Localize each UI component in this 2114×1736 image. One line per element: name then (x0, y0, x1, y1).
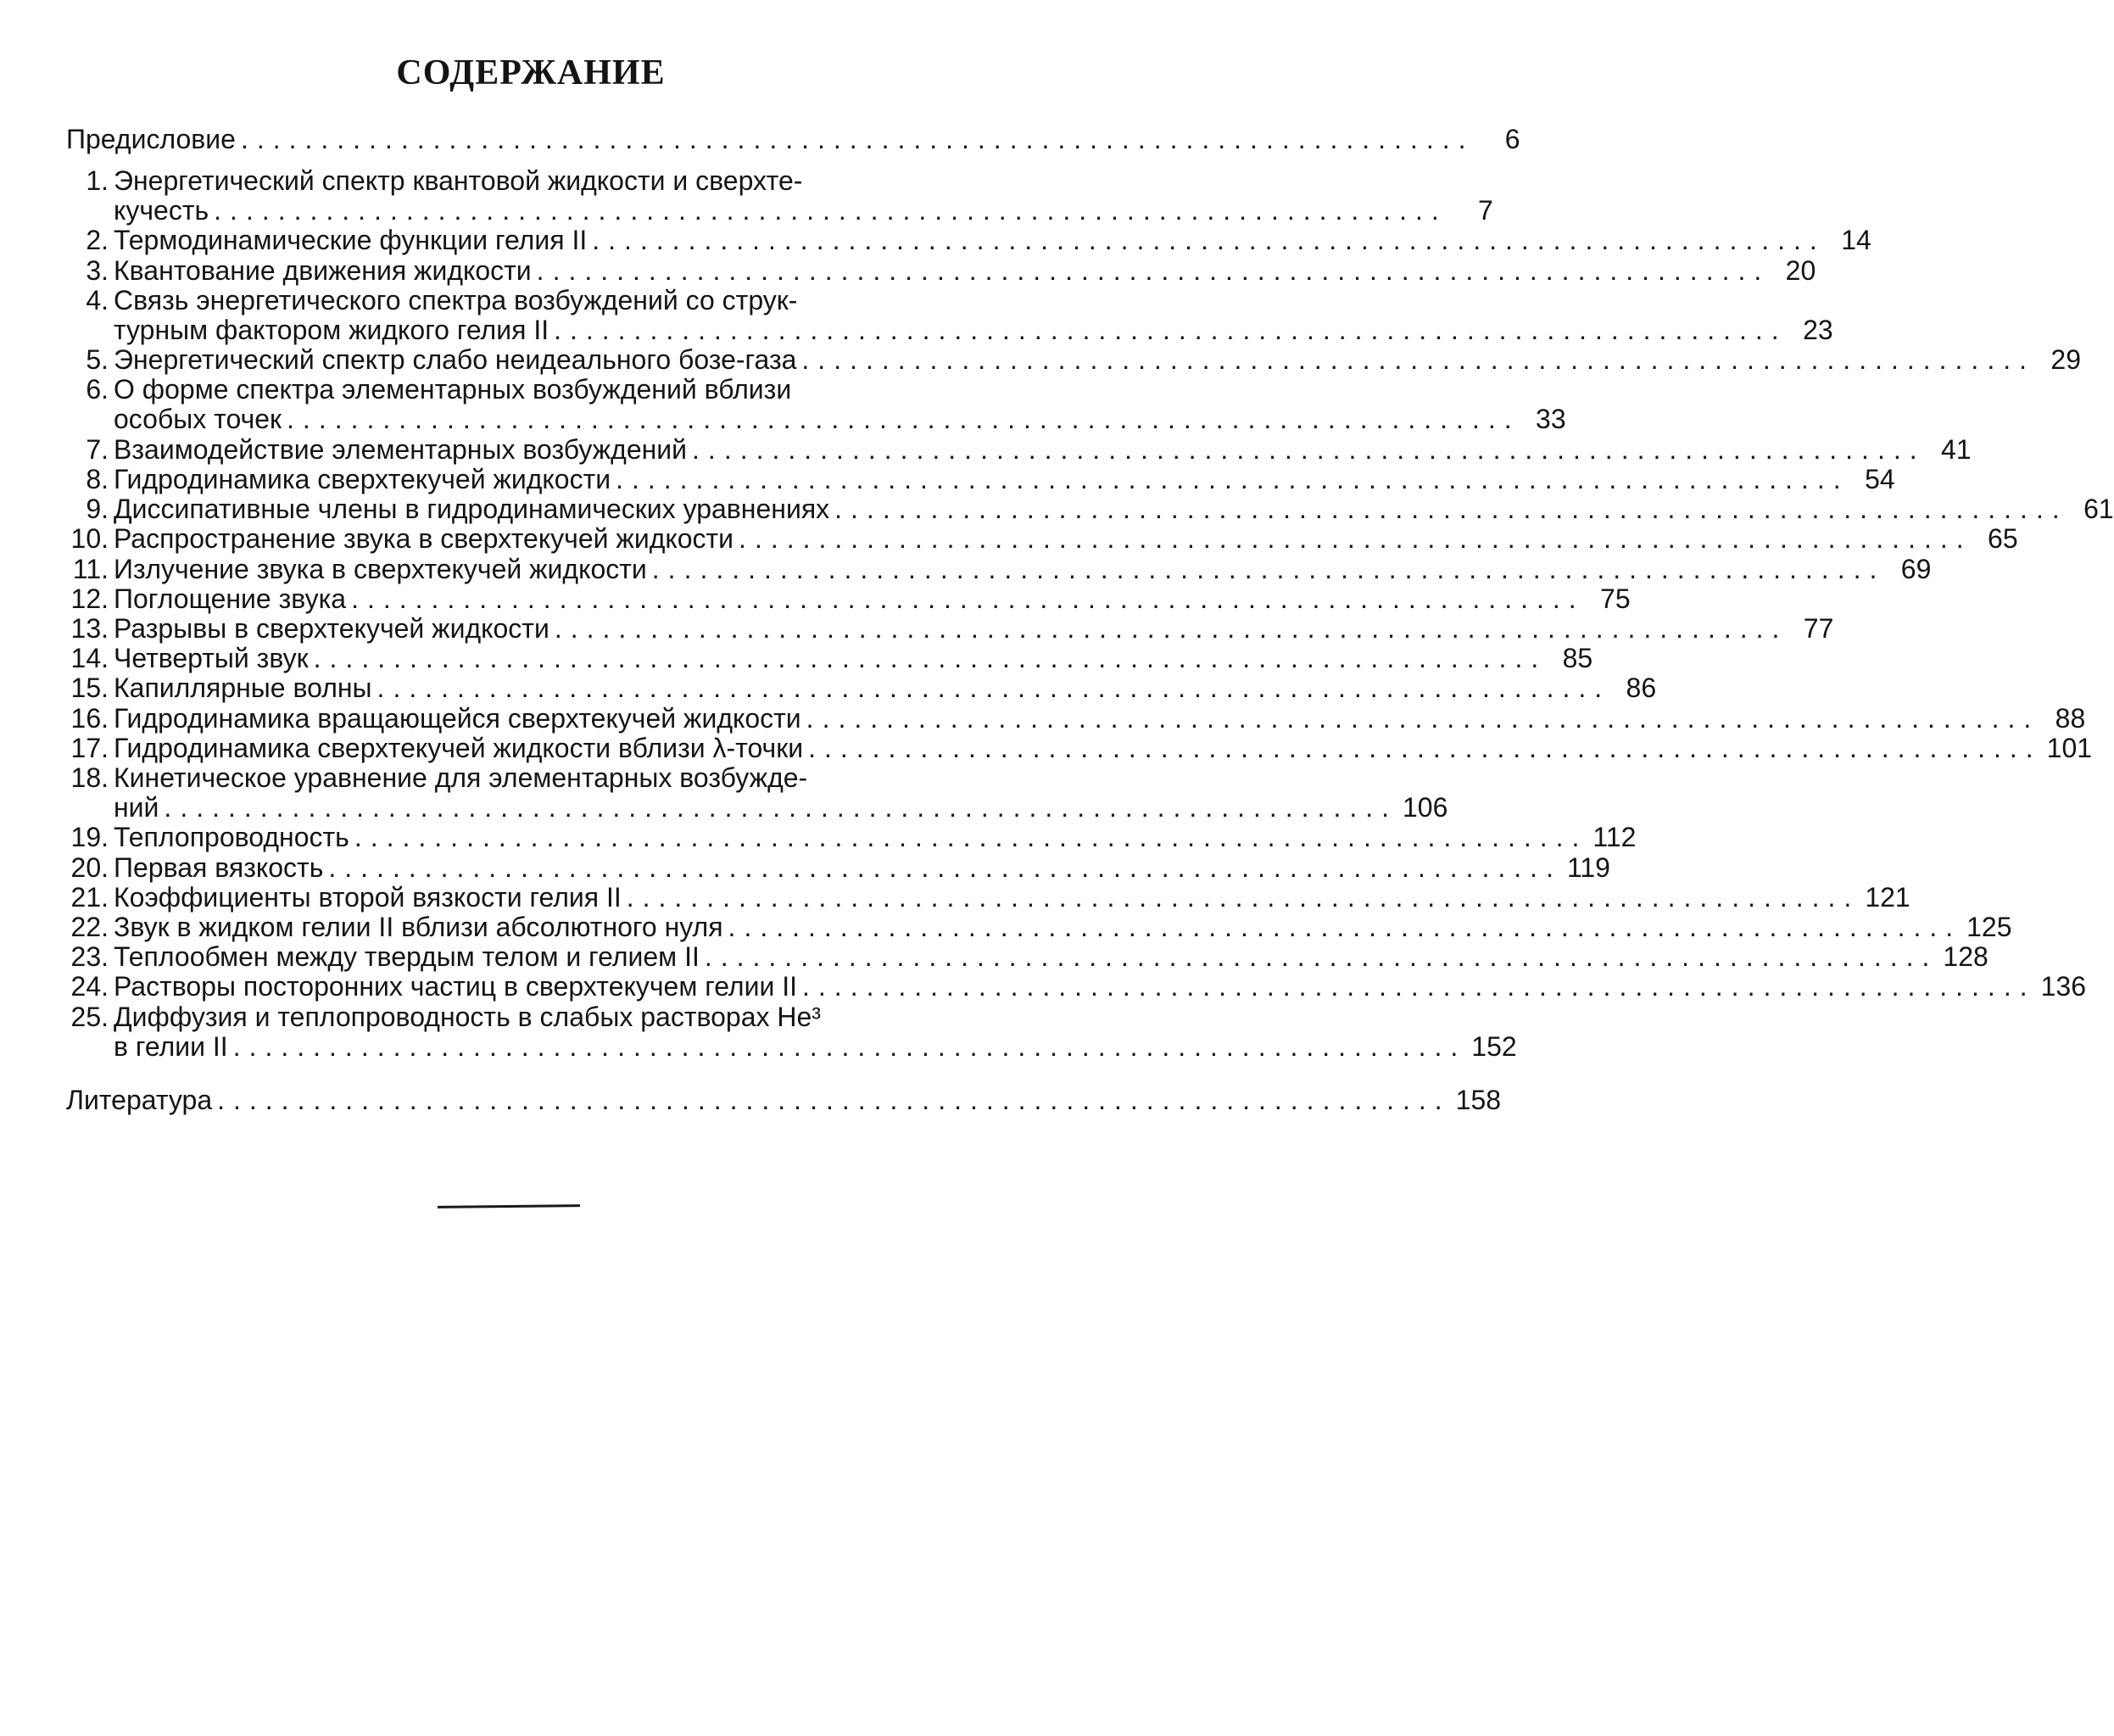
toc-page-number: 106 (1403, 792, 1448, 823)
leader-dots: ............................................................................. (806, 703, 2040, 734)
toc-entry-label: Гидродинамика сверхтекучей жидкости (114, 464, 611, 494)
leader-dots: ............................................................................. (554, 613, 1788, 644)
toc-entry (66, 165, 1493, 226)
leader-dots: ............................................................................. (616, 464, 1849, 494)
toc-entry-label: Литература (66, 1085, 213, 1115)
toc-entry (66, 882, 1910, 913)
toc-page-number: 77 (1803, 613, 1834, 644)
toc-entry-label: особых точек (114, 404, 282, 434)
toc-entry (66, 613, 1834, 644)
leader-dots: ............................................................................. (313, 643, 1548, 673)
toc-page-number: 128 (1943, 941, 1988, 972)
toc-entry (66, 523, 2018, 554)
toc-entry (66, 822, 1637, 852)
leader-dots: ............................................................................. (651, 554, 1886, 584)
toc-entry-number: 19. (70, 822, 109, 852)
toc-page-number: 54 (1865, 464, 1895, 494)
toc-page-number: 121 (1865, 882, 1910, 913)
toc-entry-number: 12. (70, 583, 109, 614)
toc-entry-line (66, 494, 2114, 524)
toc-entry-number: 16. (70, 703, 109, 734)
toc-entry (66, 643, 1593, 673)
toc-page-number: 69 (1900, 554, 1932, 584)
toc-entry-label: Распространение звука в сверхтекучей жидкости (114, 523, 734, 554)
toc-entry-line (66, 225, 1871, 255)
toc-entry (66, 673, 1657, 703)
toc-entry-label: О форме спектра элементарных возбуждений вблизи (114, 374, 792, 405)
leader-dots: ............................................................................. (834, 494, 2068, 524)
leader-dots: ............................................................................. (232, 1031, 1467, 1062)
toc-entry-line (66, 763, 1001, 793)
toc-entry-line (66, 166, 1001, 196)
toc-entry-label: Разрывы в сверхтекучей жидкости (114, 613, 549, 644)
toc-entry-line (66, 434, 1972, 465)
leader-dots: ............................................................................. (802, 971, 2036, 1002)
toc-page-number: 7 (1477, 195, 1493, 226)
toc-entry-label: Квантование движения жидкости (114, 255, 532, 286)
toc-entry-number: 10. (70, 523, 109, 554)
toc-entry-line (66, 404, 1566, 434)
toc-entry (66, 225, 1871, 255)
toc-entry-label: в гелии II (114, 1031, 228, 1062)
toc-entry-number: 2. (86, 225, 109, 255)
toc-entry-line (66, 523, 2018, 554)
toc-entry-line (66, 1031, 1517, 1062)
leader-dots: ............................................................................. (354, 822, 1588, 852)
toc-page-number: 33 (1536, 404, 1566, 434)
toc-entry-line (66, 941, 1988, 972)
toc-entry-number: 9. (86, 494, 109, 524)
toc-entry-line (66, 673, 1657, 703)
toc-entry-line (66, 643, 1593, 673)
toc-entry-line (66, 375, 1001, 405)
toc-entry-line (66, 583, 1631, 614)
toc-page-number: 41 (1941, 434, 1972, 465)
leader-dots: ............................................................................. (801, 344, 2035, 375)
toc-entry-number: 8. (86, 464, 109, 494)
toc-entry-line (66, 255, 1816, 286)
leader-dots: ............................................................................. (808, 733, 2042, 763)
toc-entry-number: 13. (70, 613, 109, 644)
toc-entry-line (66, 703, 2086, 734)
toc-entry-number: 23. (70, 941, 109, 972)
toc-page-number: 23 (1803, 315, 1833, 345)
toc-entry-label: Излучение звука в сверхтекучей жидкости (114, 554, 647, 584)
end-rule (438, 1204, 580, 1209)
toc-entry-label: Коэффициенты второй вязкости гелия II (114, 882, 622, 913)
toc-page-number: 152 (1471, 1031, 1517, 1062)
toc-entry-number: 21. (70, 882, 109, 913)
toc-entry-preface (66, 124, 1520, 154)
toc-entry-number: 22. (70, 912, 109, 942)
toc-entry-line (66, 554, 1932, 584)
toc-entry-number: 4. (86, 285, 109, 315)
toc-entry (66, 285, 1833, 345)
toc-entry-line (66, 286, 1001, 315)
leader-dots: ............................................................................. (704, 941, 1938, 972)
leader-dots: ............................................................................. (692, 434, 1926, 465)
toc-entry-line (66, 464, 1895, 494)
toc-entry-number: 6. (86, 374, 109, 405)
toc-entry-line (66, 195, 1493, 226)
toc-entry-line (66, 733, 2093, 763)
toc-entry (66, 852, 1610, 883)
toc-entry-label: Растворы посторонних частиц в сверхтекучем гелии II (114, 971, 798, 1002)
toc-entry-label: Предисловие (66, 124, 236, 154)
toc-entry-label: ний (114, 792, 159, 823)
toc-entry (66, 464, 1895, 494)
toc-entry (66, 1002, 1517, 1062)
toc-entry-line (66, 912, 2012, 942)
toc-entry (66, 255, 1816, 286)
toc-entry-number: 24. (70, 971, 109, 1002)
page-title: СОДЕРЖАНИЕ (396, 53, 666, 92)
toc-entry-number: 20. (70, 852, 109, 883)
toc-entry-label: Диффузия и теплопроводность в слабых растворах He³ (114, 1002, 821, 1032)
toc-page-number: 88 (2055, 703, 2086, 734)
toc-entry-number: 5. (86, 344, 109, 375)
toc-entry (66, 941, 1988, 972)
leader-dots: ............................................................................. (592, 225, 1826, 255)
toc-entry-line (66, 822, 1637, 852)
leader-dots: ............................................................................. (217, 1085, 1451, 1115)
toc-page-number: 14 (1841, 225, 1871, 255)
toc-entry-number: 3. (86, 255, 109, 286)
toc-entry (66, 583, 1631, 614)
toc-page-number: 158 (1455, 1085, 1502, 1115)
toc-entry-label: Взаимодействие элементарных возбуждений (114, 434, 688, 465)
toc-page-number: 86 (1626, 673, 1657, 703)
toc-entry-label: Первая вязкость (114, 852, 324, 883)
toc-entry (66, 434, 1972, 465)
leader-dots: ............................................................................. (164, 792, 1397, 823)
toc-entry-literature (66, 1085, 1502, 1115)
toc-entry (66, 912, 2012, 942)
toc-entry-label: Кинетическое уравнение для элементарных возбужде- (114, 762, 808, 793)
toc-entry-label: Гидродинамика вращающейся сверхтекучей жидкости (114, 703, 801, 734)
toc-page-number: 85 (1562, 643, 1593, 673)
toc-entry-label: Термодинамические функции гелия II (114, 225, 588, 255)
toc-entry-label: Поглощение звука (114, 583, 347, 614)
toc-entry-line (66, 315, 1833, 345)
toc-entry-line (66, 613, 1834, 644)
leader-dots: ............................................................................. (351, 583, 1585, 614)
toc-entry-line (66, 882, 1910, 913)
toc-entry-line (66, 971, 2086, 1002)
toc-entry (66, 344, 2081, 375)
toc-entry-line (66, 1002, 1001, 1032)
leader-dots: ............................................................................. (554, 315, 1788, 345)
toc-entry-number: 17. (70, 733, 109, 763)
toc-entry-label: Теплообмен между твердым телом и гелием II (114, 941, 700, 972)
toc-entry-number: 25. (70, 1002, 109, 1032)
leader-dots: ............................................................................. (328, 852, 1562, 883)
toc-entry-number: 1. (86, 165, 109, 196)
toc-entry-label: Диссипативные члены в гидродинамических уравнениях (114, 494, 830, 524)
toc-page-number: 6 (1504, 124, 1520, 154)
toc-entry-label: кучесть (114, 195, 209, 226)
toc-entry-line (66, 344, 2081, 375)
toc-entry-label: Звук в жидком гелии II вблизи абсолютного нуля (114, 912, 723, 942)
toc-entry-number: 15. (70, 673, 109, 703)
toc-page-number: 65 (1988, 523, 2018, 554)
toc-page-number: 101 (2046, 733, 2093, 763)
toc-entry-line (66, 852, 1610, 883)
toc-entry (66, 374, 1566, 434)
leader-dots: ............................................................................. (728, 912, 1962, 942)
toc-entry-number: 7. (86, 434, 109, 465)
leader-dots: ............................................................................. (287, 404, 1520, 434)
leader-dots: ............................................................................. (377, 673, 1611, 703)
toc-entry-label: Капиллярные волны (114, 673, 372, 703)
toc-page-number: 136 (2040, 971, 2086, 1002)
leader-dots: ............................................................................. (214, 195, 1447, 226)
toc-page-number: 29 (2050, 344, 2081, 375)
toc-entry (66, 703, 2086, 734)
leader-dots: ............................................................................. (536, 255, 1771, 286)
toc-page-number: 112 (1592, 822, 1637, 852)
toc-entry-number: 11. (72, 554, 109, 584)
toc-page-number: 20 (1785, 255, 1816, 286)
leader-dots: ............................................................................. (240, 124, 1475, 154)
toc-entry (66, 554, 1932, 584)
toc-entry-label: Четвертый звук (114, 643, 309, 673)
toc-entry-label: Энергетический спектр слабо неидеального бозе-газа (114, 344, 797, 375)
toc-entry (66, 494, 2114, 524)
toc-entry (66, 762, 1448, 823)
leader-dots: ............................................................................. (739, 523, 1972, 554)
toc-entry-number: 18. (70, 762, 109, 793)
toc-page-number: 125 (1966, 912, 2012, 942)
toc-entry-label: Гидродинамика сверхтекучей жидкости вблизи λ-точки (114, 733, 804, 763)
toc-page-number: 75 (1600, 583, 1631, 614)
leader-dots: ............................................................................. (626, 882, 1860, 913)
toc-entry-label: Теплопроводность (114, 822, 349, 852)
toc-entry-label: Связь энергетического спектра возбуждений со струк- (114, 285, 798, 315)
toc-entry-number: 14. (70, 643, 109, 673)
toc-page-number: 119 (1566, 852, 1610, 883)
toc-entry-label: турным фактором жидкого гелия II (114, 315, 549, 345)
toc-entry-line (66, 792, 1448, 823)
toc-entry (66, 971, 2086, 1002)
toc-entry-label: Энергетический спектр квантовой жидкости и сверхте- (114, 165, 803, 196)
toc-entry (66, 733, 2093, 763)
toc-page-number: 61 (2083, 494, 2114, 524)
